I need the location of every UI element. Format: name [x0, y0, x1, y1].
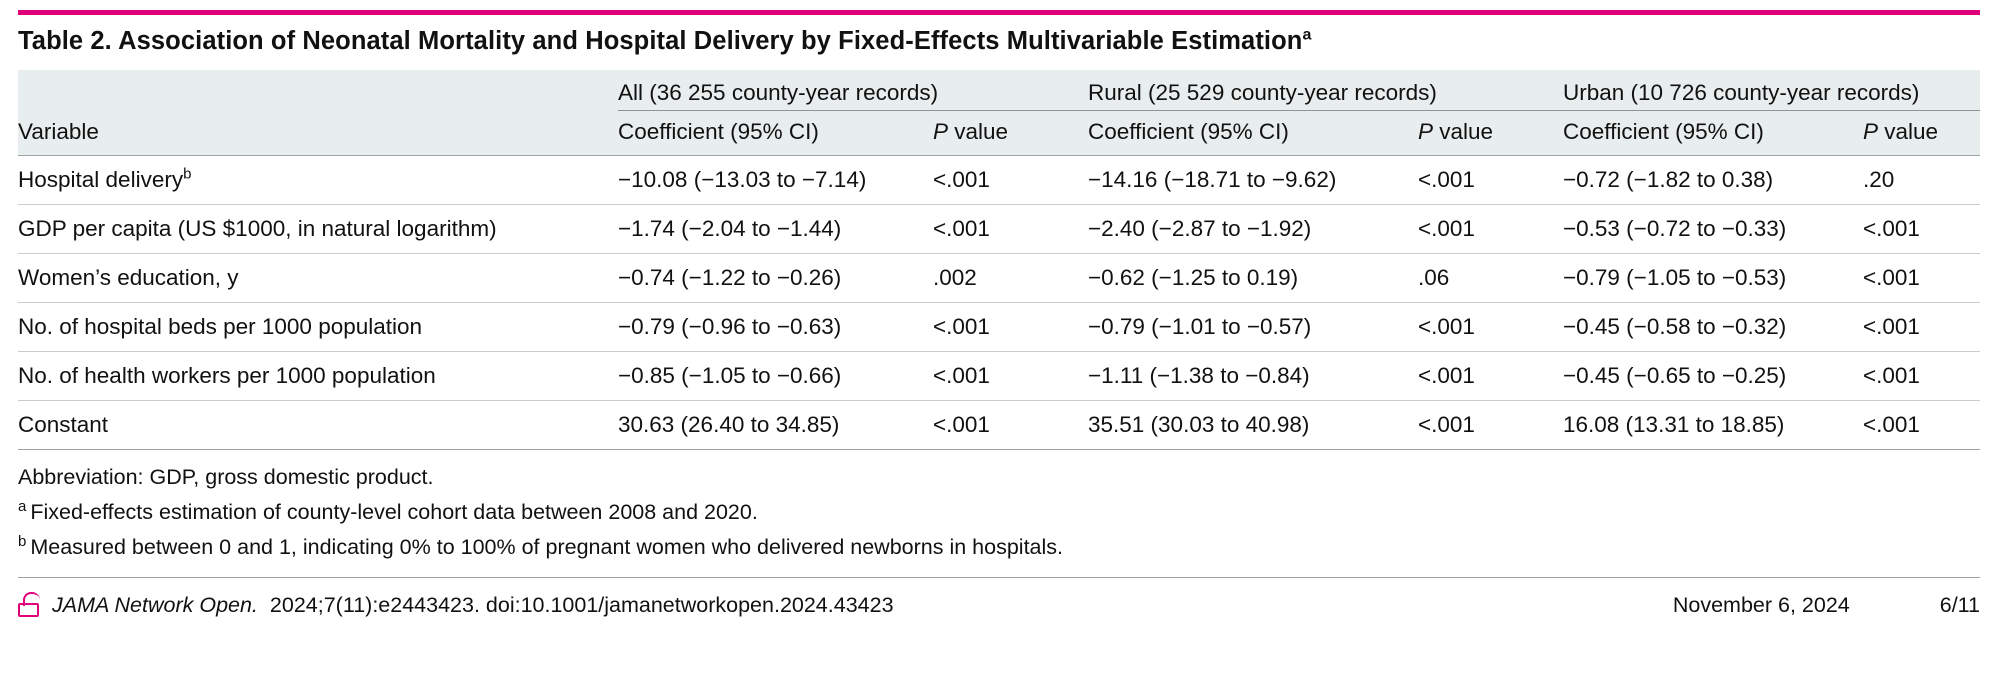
cell-urban-coefficient: −0.53 (−0.72 to −0.33) — [1563, 205, 1863, 254]
cell-rural-pvalue: <.001 — [1418, 205, 1563, 254]
cell-all-pvalue: <.001 — [933, 303, 1088, 352]
journal-name: JAMA Network Open. — [52, 592, 258, 617]
group-header-rural: Rural (25 529 county-year records) — [1088, 70, 1563, 111]
open-access-lock-icon — [18, 592, 40, 618]
cell-all-coefficient: 30.63 (26.40 to 34.85) — [618, 401, 933, 450]
row-variable-text: No. of hospital beds per 1000 population — [18, 314, 423, 339]
group-header-spacer — [18, 70, 618, 111]
cell-rural-coefficient: 35.51 (30.03 to 40.98) — [1088, 401, 1418, 450]
cell-urban-pvalue: <.001 — [1863, 205, 1980, 254]
row-variable-text: GDP per capita (US $1000, in natural logarithm) — [18, 216, 497, 241]
row-variable — [18, 401, 618, 450]
group-header-urban: Urban (10 726 county-year records) — [1563, 70, 1980, 111]
group-header-all: All (36 255 county-year records) — [618, 70, 1088, 111]
page-footer — [18, 578, 1980, 618]
column-header-urban-coefficient: Coefficient (95% CI) — [1563, 119, 1764, 144]
pvalue-italic-p: P — [1418, 119, 1434, 144]
column-header-rural-coefficient: Coefficient (95% CI) — [1088, 119, 1289, 144]
cell-all-pvalue: <.001 — [933, 401, 1088, 450]
pvalue-label-rest: value — [948, 119, 1009, 144]
footer-citation — [18, 592, 894, 618]
footnote-a-mark: a — [18, 497, 27, 515]
cell-urban-pvalue: <.001 — [1863, 303, 1980, 352]
cell-all-pvalue: <.001 — [933, 205, 1088, 254]
page-number: 6/11 — [1939, 592, 1980, 617]
table-row — [18, 303, 1980, 352]
cell-urban-coefficient: −0.45 (−0.65 to −0.25) — [1563, 352, 1863, 401]
row-variable-text: Women’s education, y — [18, 265, 239, 290]
footnote-a — [18, 495, 1980, 530]
cell-rural-coefficient: −0.79 (−1.01 to −0.57) — [1088, 303, 1418, 352]
table-title-text: Table 2. Association of Neonatal Mortality and Hospital Delivery by Fixed-Effects Multivariable Estimation — [18, 27, 1303, 55]
cell-all-pvalue: <.001 — [933, 156, 1088, 205]
cell-all-coefficient: −0.74 (−1.22 to −0.26) — [618, 254, 933, 303]
row-variable-text: Constant — [18, 412, 109, 437]
column-header-all-pvalue — [933, 111, 1088, 156]
cell-urban-coefficient: −0.72 (−1.82 to 0.38) — [1563, 156, 1863, 205]
abbreviation-note: Abbreviation: GDP, gross domestic product. — [18, 465, 434, 489]
cell-rural-pvalue: .06 — [1418, 254, 1563, 303]
cell-all-coefficient: −1.74 (−2.04 to −1.44) — [618, 205, 933, 254]
cell-all-coefficient: −10.08 (−13.03 to −7.14) — [618, 156, 933, 205]
cell-rural-coefficient: −0.62 (−1.25 to 0.19) — [1088, 254, 1418, 303]
cell-urban-coefficient: 16.08 (13.31 to 18.85) — [1563, 401, 1863, 450]
cell-rural-pvalue: <.001 — [1418, 156, 1563, 205]
table-container — [18, 70, 1980, 450]
row-variable — [18, 156, 618, 205]
table-body — [18, 156, 1980, 450]
table-notes — [18, 450, 1980, 565]
cell-all-coefficient: −0.79 (−0.96 to −0.63) — [618, 303, 933, 352]
group-header-row — [18, 70, 1980, 111]
cell-urban-pvalue: <.001 — [1863, 401, 1980, 450]
table-row — [18, 254, 1980, 303]
table-row — [18, 205, 1980, 254]
cell-urban-pvalue: <.001 — [1863, 352, 1980, 401]
cell-urban-coefficient: −0.45 (−0.58 to −0.32) — [1563, 303, 1863, 352]
footnote-b-text: Measured between 0 and 1, indicating 0% to 100% of pregnant women who delivered newborns in hospitals. — [30, 535, 1063, 559]
footer-meta — [1673, 593, 1980, 618]
column-header-urban-pvalue — [1863, 111, 1980, 156]
column-header-row — [18, 111, 1980, 156]
table-title-superscript: a — [1302, 26, 1312, 44]
row-variable — [18, 352, 618, 401]
row-variable-text: No. of health workers per 1000 population — [18, 363, 436, 388]
table-header — [18, 70, 1980, 156]
cell-rural-pvalue: <.001 — [1418, 401, 1563, 450]
cell-rural-coefficient: −2.40 (−2.87 to −1.92) — [1088, 205, 1418, 254]
cell-all-pvalue: .002 — [933, 254, 1088, 303]
row-variable-text: Hospital delivery — [18, 167, 184, 192]
cell-urban-pvalue: .20 — [1863, 156, 1980, 205]
row-variable — [18, 254, 618, 303]
pvalue-label-rest: value — [1878, 119, 1939, 144]
cell-rural-coefficient: −1.11 (−1.38 to −0.84) — [1088, 352, 1418, 401]
footnote-a-text: Fixed-effects estimation of county-level cohort data between 2008 and 2020. — [30, 500, 758, 524]
row-variable — [18, 303, 618, 352]
cell-rural-coefficient: −14.16 (−18.71 to −9.62) — [1088, 156, 1418, 205]
pvalue-italic-p: P — [933, 119, 949, 144]
table-row — [18, 352, 1980, 401]
table-row — [18, 401, 1980, 450]
row-variable — [18, 205, 618, 254]
cell-urban-pvalue: <.001 — [1863, 254, 1980, 303]
cell-all-pvalue: <.001 — [933, 352, 1088, 401]
cell-urban-coefficient: −0.79 (−1.05 to −0.53) — [1563, 254, 1863, 303]
results-table — [18, 70, 1980, 450]
footnote-b — [18, 530, 1980, 565]
table-figure-page — [0, 10, 1998, 688]
footnote-b-mark: b — [18, 532, 27, 550]
citation-text: 2024;7(11):e2443423. doi:10.1001/jamanetworkopen.2024.43423 — [269, 592, 894, 617]
row-variable-superscript: b — [183, 165, 192, 183]
publication-date: November 6, 2024 — [1672, 592, 1850, 617]
pvalue-italic-p: P — [1863, 119, 1879, 144]
pvalue-label-rest: value — [1433, 119, 1494, 144]
column-header-rural-pvalue — [1418, 111, 1563, 156]
column-header-variable: Variable — [18, 119, 99, 144]
cell-rural-pvalue: <.001 — [1418, 303, 1563, 352]
table-row — [18, 156, 1980, 205]
column-header-all-coefficient: Coefficient (95% CI) — [618, 119, 819, 144]
table-title — [0, 15, 1998, 70]
cell-all-coefficient: −0.85 (−1.05 to −0.66) — [618, 352, 933, 401]
cell-rural-pvalue: <.001 — [1418, 352, 1563, 401]
